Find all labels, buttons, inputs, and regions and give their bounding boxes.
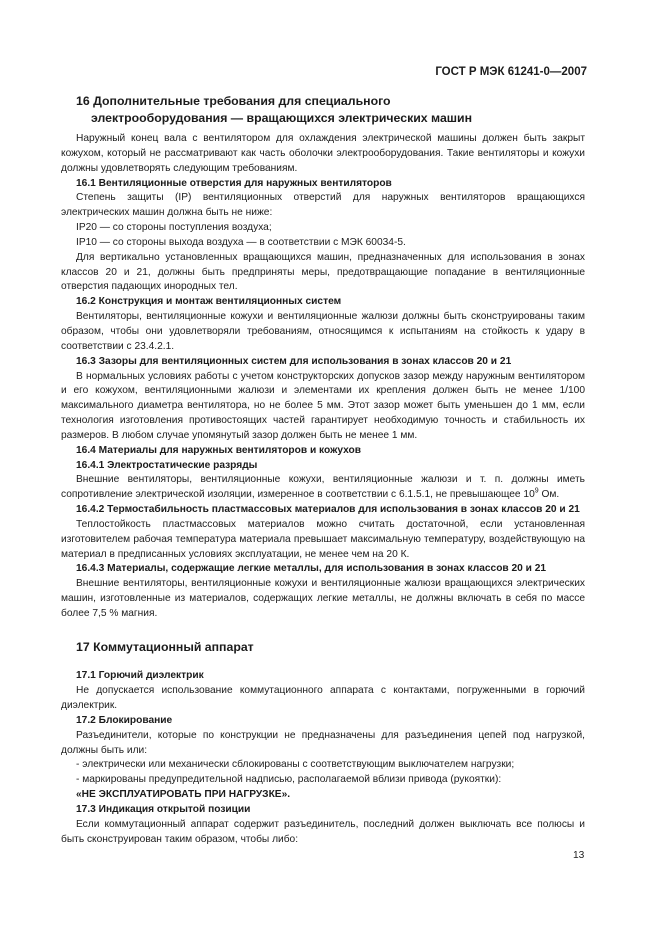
section-16-title-line2: электрооборудования — вращающихся электрических машин — [91, 110, 473, 125]
clause-17-3-heading: 17.3 Индикация открытой позиции — [76, 803, 251, 815]
section-16-title-line1: 16 Дополнительные требования для специального — [76, 94, 391, 108]
clause-17-3-paragraph: Если коммутационный аппарат содержит разъединитель, последний должен выключать все полюсы и быть сконструирован таким образом, чтобы либо: — [61, 818, 585, 845]
clause-16-3-heading: 16.3 Зазоры для вентиляционных систем для использования в зонах классов 20 и 21 — [76, 355, 512, 367]
clause-16-4-3-heading: 16.4.3 Материалы, содержащие легкие металлы, для использования в зонах классов 20 и 21 — [76, 563, 547, 575]
section-17-heading: 17 Коммутационный аппарат — [76, 639, 254, 654]
page-number: 13 — [573, 850, 585, 861]
clause-17-1-paragraph: Не допускается использование коммутационного аппарата с контактами, погруженными в горючий диэлектрик. — [61, 685, 585, 712]
clause-16-4-1-heading: 16.4.1 Электростатические разряды — [76, 459, 258, 471]
clause-16-4-1-text: Внешние вентиляторы, вентиляционные кожухи, вентиляционные жалюзи и т. п. должны иметь сопротивление электрической изоляции, измеренное в соответствии с 6.1.5.1, не превышающее 10 — [61, 474, 585, 501]
clause-17-2-list-item-1: - электрически или механически сблокированы с соответствующим выключателем нагрузки; — [76, 759, 515, 771]
clause-17-2-paragraph: Разъединители, которые по конструкции не предназначены для разъединения цепей под нагрузкой, должны быть или: — [61, 729, 585, 756]
clause-16-4-1-paragraph — [61, 473, 585, 503]
clause-16-4-2-heading: 16.4.2 Термостабильность пластмассовых материалов для использования в зонах классов 20 и 21 — [76, 504, 580, 516]
clause-16-2-heading: 16.2 Конструкция и монтаж вентиляционных систем — [76, 296, 342, 308]
clause-16-1-heading: 16.1 Вентиляционные отверстия для наружных вентиляторов — [76, 177, 392, 189]
clause-16-1-ip10: IP10 — со стороны выхода воздуха — в соответствии с МЭК 60034-5. — [76, 236, 406, 248]
clause-16-4-3-paragraph: Внешние вентиляторы, вентиляционные кожухи и вентиляционные жалюзи вращающихся электрических машин, изготовленные из материалов, содержащих легкие металлы, не должны включать в себя по массе более 7,5 % магния. — [61, 578, 585, 619]
clause-16-1-ip20: IP20 — со стороны поступления воздуха; — [76, 222, 272, 234]
clause-17-1-heading: 17.1 Горючий диэлектрик — [76, 670, 204, 682]
resistance-exponent: 9 — [534, 487, 539, 495]
clause-17-2-heading: 17.2 Блокирование — [76, 714, 173, 726]
clause-16-2-paragraph: Вентиляторы, вентиляционные кожухи и вентиляционные жалюзи должны быть сконструированы таким образом, чтобы они удовлетворяли требованиям, относящимся к испытаниям на стойкость к удару в соответствии с 23.4.2.1. — [61, 311, 585, 352]
clause-17-2-list-item-2: - маркированы предупредительной надписью, располагаемой вблизи привода (рукоятки): — [76, 774, 502, 786]
resistance-unit: Ом. — [538, 489, 560, 501]
clause-16-1-vertical-machines: Для вертикально установленных вращающихся машин, предназначенных для использования в зонах классов 20 и 21, должны быть предприняты меры, предотвращающие попадание в вентиляционные отверстия падающих инородных тел. — [61, 251, 585, 293]
page-content — [61, 93, 585, 847]
clause-16-1-paragraph: Степень защиты (IP) вентиляционных отверстий для наружных вентиляторов вращающихся электрических машин должна быть не ниже: — [61, 192, 585, 219]
clause-16-4-heading: 16.4 Материалы для наружных вентиляторов и кожухов — [76, 444, 362, 456]
section-16-intro: Наружный конец вала с вентилятором для охлаждения электрической машины должен быть закрыт кожухом, который не рассматривают как часть оболочки электрооборудования. Такие вентиляторы и кожухи должны удовлетворять следующим требованиям. — [61, 133, 585, 174]
clause-16-4-2-paragraph: Теплостойкость пластмассовых материалов можно считать достаточной, если установленная изготовителем рабочая температура материала превышает максимальную температуру, воздействующую на материал в предписанных условиях эксплуатации, не менее чем на 20 К. — [61, 518, 585, 560]
clause-16-3-paragraph: В нормальных условиях работы с учетом конструкторских допусков зазор между наружным вентилятором и его кожухом, вентиляционными жалюзи и элементами их крепления должен быть не менее 1/100 максимального диаметра вентилятора, но не более 5 мм. Этот зазор может быть уменьшен до 1 мм, если технология изготовления противостоящих частей гарантирует необходимую точность и стабильность их размеров. В любом случае упомянутый зазор должен быть не менее 1 мм. — [61, 370, 585, 441]
warning-label-text: «НЕ ЭКСПЛУАТИРОВАТЬ ПРИ НАГРУЗКЕ». — [76, 789, 291, 801]
document-code-header: ГОСТ Р МЭК 61241-0—2007 — [435, 66, 587, 78]
section-16-heading — [61, 93, 585, 126]
